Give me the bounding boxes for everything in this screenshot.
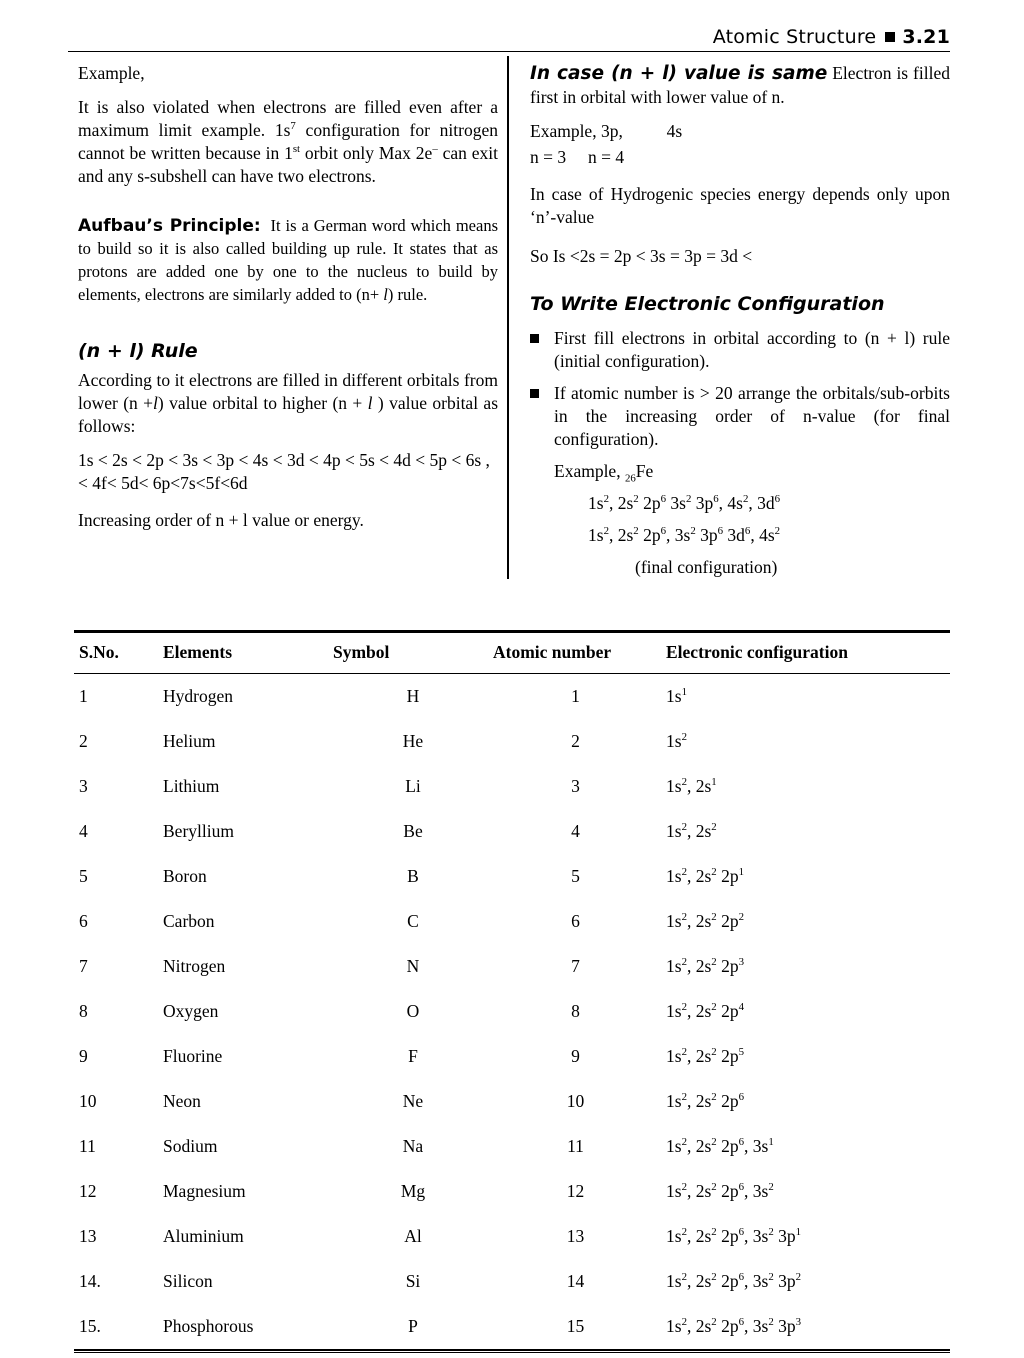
cell-element-name: Hydrogen: [163, 686, 233, 706]
cell-element-name: Lithium: [163, 776, 220, 796]
cell-sno: 13: [79, 1226, 97, 1246]
table-row: [74, 944, 950, 989]
fe-symbol: Fe: [635, 460, 654, 481]
cell-configuration: $1s^2$, $2s^2$ $2p^2$: [666, 911, 745, 931]
table-row-group: [74, 674, 950, 1349]
hydrogenic-species-paragraph: In case of Hydrogenic species energy depends only upon ‘n’-value: [530, 183, 950, 227]
cell-configuration: $1s^2$, $2s^2$ $2p^6$, $3s^2$ $3p^3$: [666, 1316, 802, 1336]
cell-sno: 4: [79, 821, 88, 841]
cell-element-name: Boron: [163, 866, 207, 886]
filled-square-icon: [885, 32, 895, 42]
cell-symbol: C: [407, 911, 419, 931]
table-row: [74, 899, 950, 944]
cell-configuration: $1s^2$, $2s^2$ $2p^6$, $3s^2$ $3p^2$: [666, 1271, 802, 1291]
cell-atomic-number: 14: [566, 1271, 585, 1291]
running-header-title: Atomic Structure: [712, 26, 877, 48]
cell-element-name: Beryllium: [163, 821, 234, 841]
cell-symbol: P: [408, 1316, 418, 1336]
elements-table-body: [74, 674, 950, 1349]
cell-element-name: Phosphorous: [163, 1316, 254, 1336]
cell-sno: 8: [79, 1001, 88, 1021]
cell-symbol: Si: [405, 1271, 421, 1291]
cell-sno: 3: [79, 776, 88, 796]
cell-sno: 1: [79, 686, 88, 706]
aufbau-principle-heading: Aufbau’s Principle:: [78, 215, 261, 236]
square-bullet-icon: [530, 334, 539, 343]
cell-symbol: He: [402, 731, 424, 751]
cell-configuration: $1s^2$, $2s^2$ $2p^6$, $3s^2$ $3p^1$: [666, 1226, 802, 1246]
right-text-column: [530, 62, 950, 590]
table-row: [74, 1304, 950, 1349]
column-header-symbol: Symbol: [333, 642, 390, 662]
cell-atomic-number: 4: [571, 821, 580, 841]
example-4s-label: 4s: [666, 121, 683, 142]
column-header-atomic-number: Atomic number: [493, 642, 612, 662]
cell-configuration: $1s^2$, $2s^2$: [666, 821, 717, 841]
cell-symbol: Mg: [400, 1181, 426, 1201]
bullet-text-final-config: If atomic number is > 20 arrange the orbitals/sub-orbits in the increasing order of n-value (for final configuration).: [554, 383, 950, 449]
cell-configuration: $1s^1$: [666, 686, 687, 706]
table-row: [74, 764, 950, 809]
cell-configuration: $1s^2$, $2s^2$ $2p^3$: [666, 956, 745, 976]
table-row: [74, 854, 950, 899]
list-item: [530, 382, 950, 451]
cell-atomic-number: 13: [566, 1226, 585, 1246]
cell-atomic-number: 5: [571, 866, 580, 886]
cell-configuration: $1s^2$, $2s^2$ $2p^1$: [666, 866, 745, 886]
cell-atomic-number: 11: [567, 1136, 584, 1156]
cell-configuration: $1s^2$, $2s^1$: [666, 776, 717, 796]
header-divider-rule: [68, 51, 950, 52]
cell-symbol: Ne: [402, 1091, 424, 1111]
cell-element-name: Neon: [163, 1091, 201, 1111]
nl-rule-paragraph: According to it electrons are filled in different orbitals from lower (n +l) value orbital to higher (n + l ) value orbital as follows:: [78, 370, 499, 437]
cell-sno: 5: [79, 866, 88, 886]
n-equals-3-value: n = 3: [530, 146, 567, 167]
fe-example-label: [554, 460, 950, 483]
cell-element-name: Magnesium: [163, 1181, 246, 1201]
example-orbital-line-1: [530, 120, 950, 143]
bullet-text-initial-config: First fill electrons in orbital according to (n + l) rule (initial configuration).: [554, 328, 950, 372]
table-row: [74, 719, 950, 764]
to-write-configuration-heading: To Write Electronic Configuration: [530, 293, 885, 316]
cell-symbol: O: [406, 1001, 420, 1021]
cell-sno: 7: [79, 956, 88, 976]
cell-configuration: $1s^2$, $2s^2$ $2p^6$, $3s^1$: [666, 1136, 774, 1156]
table-row: [74, 674, 950, 719]
cell-atomic-number: 2: [571, 731, 580, 751]
cell-symbol: H: [406, 686, 420, 706]
column-divider-rule: [507, 56, 509, 579]
cell-sno: 9: [79, 1046, 88, 1066]
table-row: [74, 989, 950, 1034]
same-nl-value-heading: In case (n + l) value is same: [530, 63, 828, 84]
left-text-column: [78, 62, 498, 543]
same-nl-value-body: Electron is filled first in orbital with lower value of n.: [530, 63, 950, 108]
cell-symbol: Al: [404, 1226, 422, 1246]
table-row: [74, 1169, 950, 1214]
table-header-row-group: [74, 633, 950, 673]
list-item: [530, 327, 950, 373]
column-header-configuration: Electronic configuration: [666, 642, 848, 662]
table-row: [74, 809, 950, 854]
column-header-elements: Elements: [163, 642, 233, 662]
cell-atomic-number: 1: [571, 686, 580, 706]
cell-configuration: $1s^2$, $2s^2$ $2p^4$: [666, 1001, 745, 1021]
cell-symbol: B: [407, 866, 419, 886]
fe-initial-configuration: $1s^2$, $2s^2$ $2p^6$ $3s^2$ $3p^6$, $4s^2$, $3d^6$: [588, 492, 781, 513]
cell-configuration: $1s^2$, $2s^2$ $2p^6$: [666, 1091, 745, 1111]
cell-atomic-number: 9: [571, 1046, 580, 1066]
table-row: [74, 1124, 950, 1169]
cell-sno: 12: [79, 1181, 97, 1201]
cell-element-name: Fluorine: [163, 1046, 223, 1066]
cell-element-name: Helium: [163, 731, 216, 751]
cell-atomic-number: 8: [571, 1001, 580, 1021]
cell-atomic-number: 7: [571, 956, 580, 976]
example-3p-label: Example, 3p,: [530, 121, 623, 142]
cell-symbol: Be: [403, 821, 423, 841]
cell-sno: 14.: [79, 1271, 101, 1291]
fe-final-configuration: $1s^2$, $2s^2$ $2p^6$, $3s^2$ $3p^6$ $3d^6$, $4s^2$: [588, 524, 781, 545]
column-header-sno: S.No.: [79, 642, 119, 662]
square-bullet-icon: [530, 389, 539, 398]
orbital-order-line: 1s < 2s < 2p < 3s < 3p < 4s < 3d < 4p < 5s < 4d < 5p < 6s ,< 4f< 5d< 6p<7s<5f<6d: [78, 450, 490, 494]
cell-atomic-number: 10: [566, 1091, 585, 1111]
cell-sno: 11: [79, 1136, 96, 1156]
cell-symbol: N: [406, 956, 420, 976]
cell-configuration: $1s^2$: [666, 731, 687, 751]
same-nl-value-paragraph: [530, 62, 950, 109]
to-write-bullet-list: [530, 327, 950, 451]
cell-element-name: Sodium: [163, 1136, 218, 1156]
example-orbital-line-2: [530, 146, 950, 169]
energy-order-so-line: So Is <2s = 2p < 3s = 3p = 3d <: [530, 245, 753, 266]
page-number: 3.21: [902, 26, 950, 48]
aufbau-principle-paragraph: Aufbau’s Principle: It is a German word which means to build so it is also called building up rule. It states that as protons are added one by one to the nucleus to build by elements, electrons are similarly added to (n+ l) rule.: [78, 215, 498, 304]
cell-atomic-number: 12: [566, 1181, 585, 1201]
nl-rule-closing-line: Increasing order of n + l value or energy.: [78, 510, 364, 531]
cell-element-name: Carbon: [163, 911, 215, 931]
cell-symbol: Na: [402, 1136, 424, 1156]
table-bottom-rule: [74, 1349, 950, 1353]
cell-element-name: Aluminium: [163, 1226, 244, 1246]
final-configuration-caption: (final configuration): [635, 556, 778, 577]
table-row: [74, 1214, 950, 1259]
fe-atomic-number-subscript: 26: [624, 472, 636, 485]
cell-configuration: $1s^2$, $2s^2$ $2p^5$: [666, 1046, 745, 1066]
example-label-left: Example,: [78, 63, 145, 83]
table-row: [74, 1079, 950, 1124]
cell-sno: 2: [79, 731, 88, 751]
cell-symbol: Li: [405, 776, 421, 796]
cell-configuration: $1s^2$, $2s^2$ $2p^6$, $3s^2$: [666, 1181, 774, 1201]
page-running-header: [68, 26, 950, 48]
cell-element-name: Nitrogen: [163, 956, 226, 976]
cell-symbol: F: [408, 1046, 418, 1066]
n-equals-4-value: n = 4: [588, 146, 625, 167]
cell-sno: 15.: [79, 1316, 101, 1336]
example-label-right: Example,: [554, 460, 621, 481]
table-row: [74, 1034, 950, 1079]
cell-atomic-number: 6: [571, 911, 580, 931]
nl-rule-heading: (n + l) Rule: [78, 339, 198, 362]
cell-element-name: Silicon: [163, 1271, 213, 1291]
cell-element-name: Oxygen: [163, 1001, 219, 1021]
cell-atomic-number: 15: [566, 1316, 585, 1336]
cell-sno: 10: [79, 1091, 97, 1111]
cell-sno: 6: [79, 911, 88, 931]
paragraph-violation-rule: It is also violated when electrons are filled even after a maximum limit example. $1s^7$ configuration for nitrogen cannot be written because in 1st orbit only Max 2e– can exit and any s-subshell can have two electrons.: [78, 96, 498, 186]
elements-table-container: [74, 630, 950, 1353]
cell-atomic-number: 3: [571, 776, 580, 796]
table-row: [74, 1259, 950, 1304]
elements-configuration-table: [74, 633, 950, 673]
table-header-row: [74, 633, 950, 673]
